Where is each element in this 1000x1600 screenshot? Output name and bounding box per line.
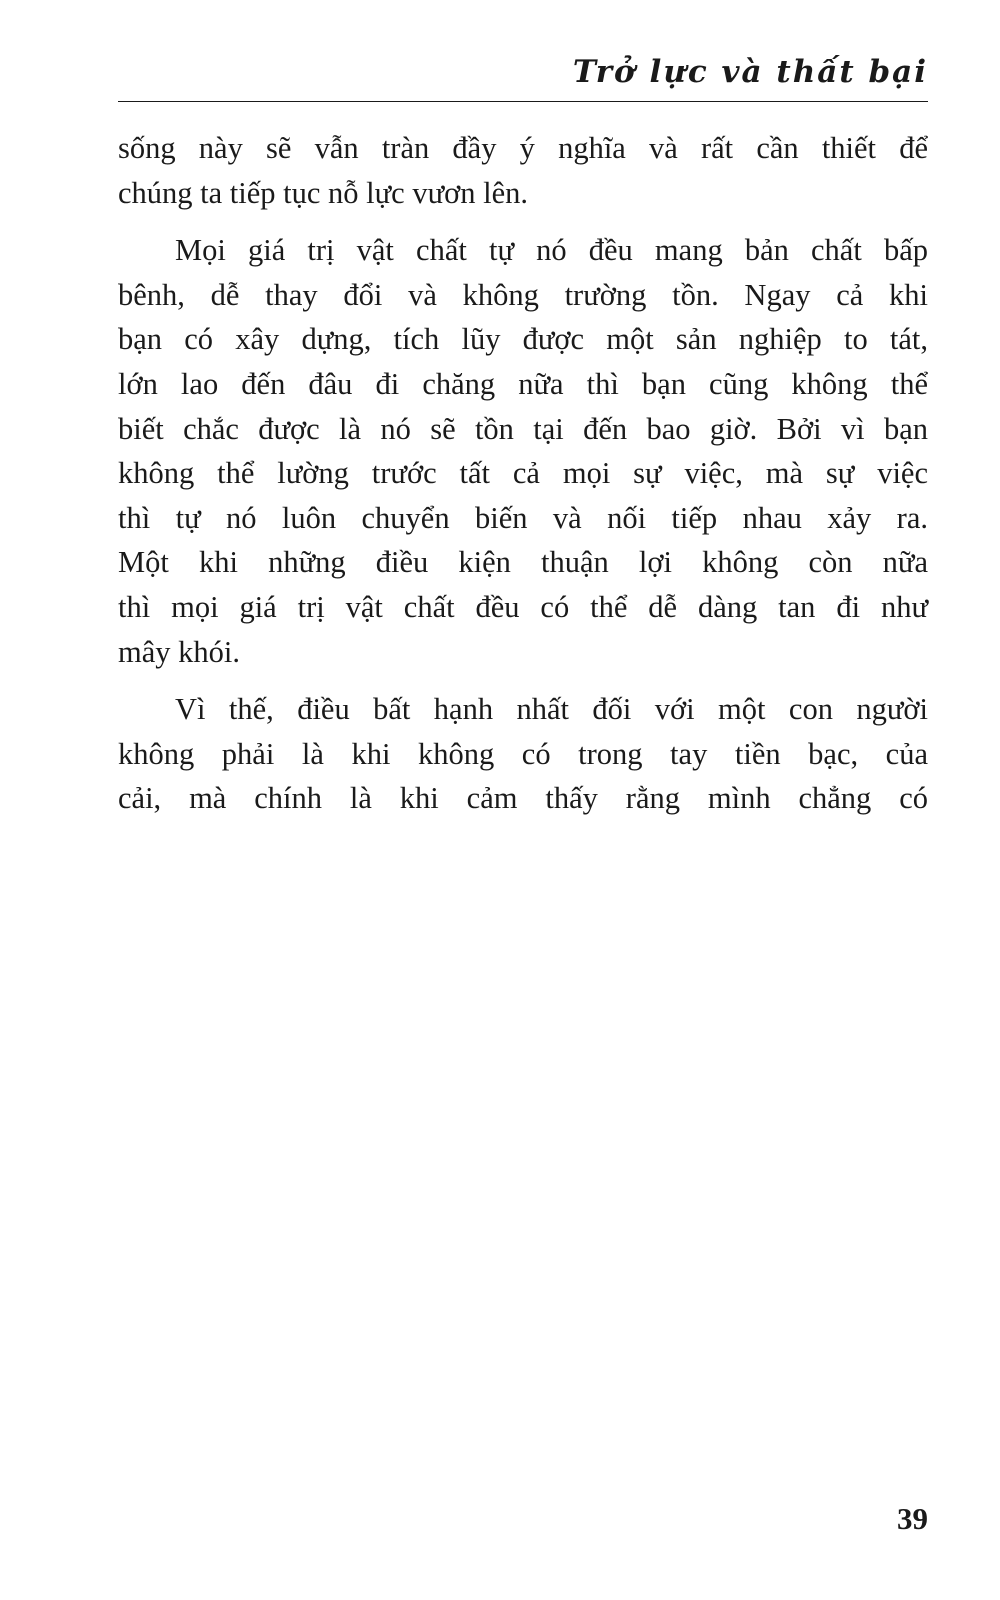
text-line: bênh, dễ thay đổi và không trường tồn. Ngay cả khi (118, 277, 928, 312)
text-line: bạn có xây dựng, tích lũy được một sản nghiệp to tát, (118, 322, 928, 357)
running-header-title: Trở lực và thất bại (572, 54, 928, 90)
body-text (118, 126, 928, 821)
text-line: Vì thế, điều bất hạnh nhất đối với một con người (175, 692, 928, 727)
text-line: Mọi giá trị vật chất tự nó đều mang bản chất bấp (175, 233, 928, 268)
paragraph-continuation (118, 126, 928, 215)
text-line: biết chắc được là nó sẽ tồn tại đến bao giờ. Bởi vì bạn (118, 411, 928, 446)
page-number: 39 (897, 1501, 928, 1536)
text-line: Một khi những điều kiện thuận lợi không còn nữa (118, 545, 928, 580)
paragraph (118, 228, 928, 674)
paragraph (118, 687, 928, 821)
text-line: cải, mà chính là khi cảm thấy rằng mình chẳng có (118, 781, 928, 816)
text-line: thì tự nó luôn chuyển biến và nối tiếp nhau xảy ra. (118, 500, 928, 535)
text-line: chúng ta tiếp tục nỗ lực vươn lên. (118, 175, 529, 210)
text-line: sống này sẽ vẫn tràn đầy ý nghĩa và rất cần thiết để (118, 131, 928, 165)
text-line: lớn lao đến đâu đi chăng nữa thì bạn cũng không thể (118, 366, 928, 401)
text-line: thì mọi giá trị vật chất đều có thể dễ dàng tan đi như (118, 589, 928, 624)
text-line: không thể lường trước tất cả mọi sự việc, mà sự việc (118, 456, 928, 491)
text-line: mây khói. (118, 634, 240, 669)
header-rule (118, 101, 928, 102)
text-line: không phải là khi không có trong tay tiền bạc, của (118, 736, 928, 771)
